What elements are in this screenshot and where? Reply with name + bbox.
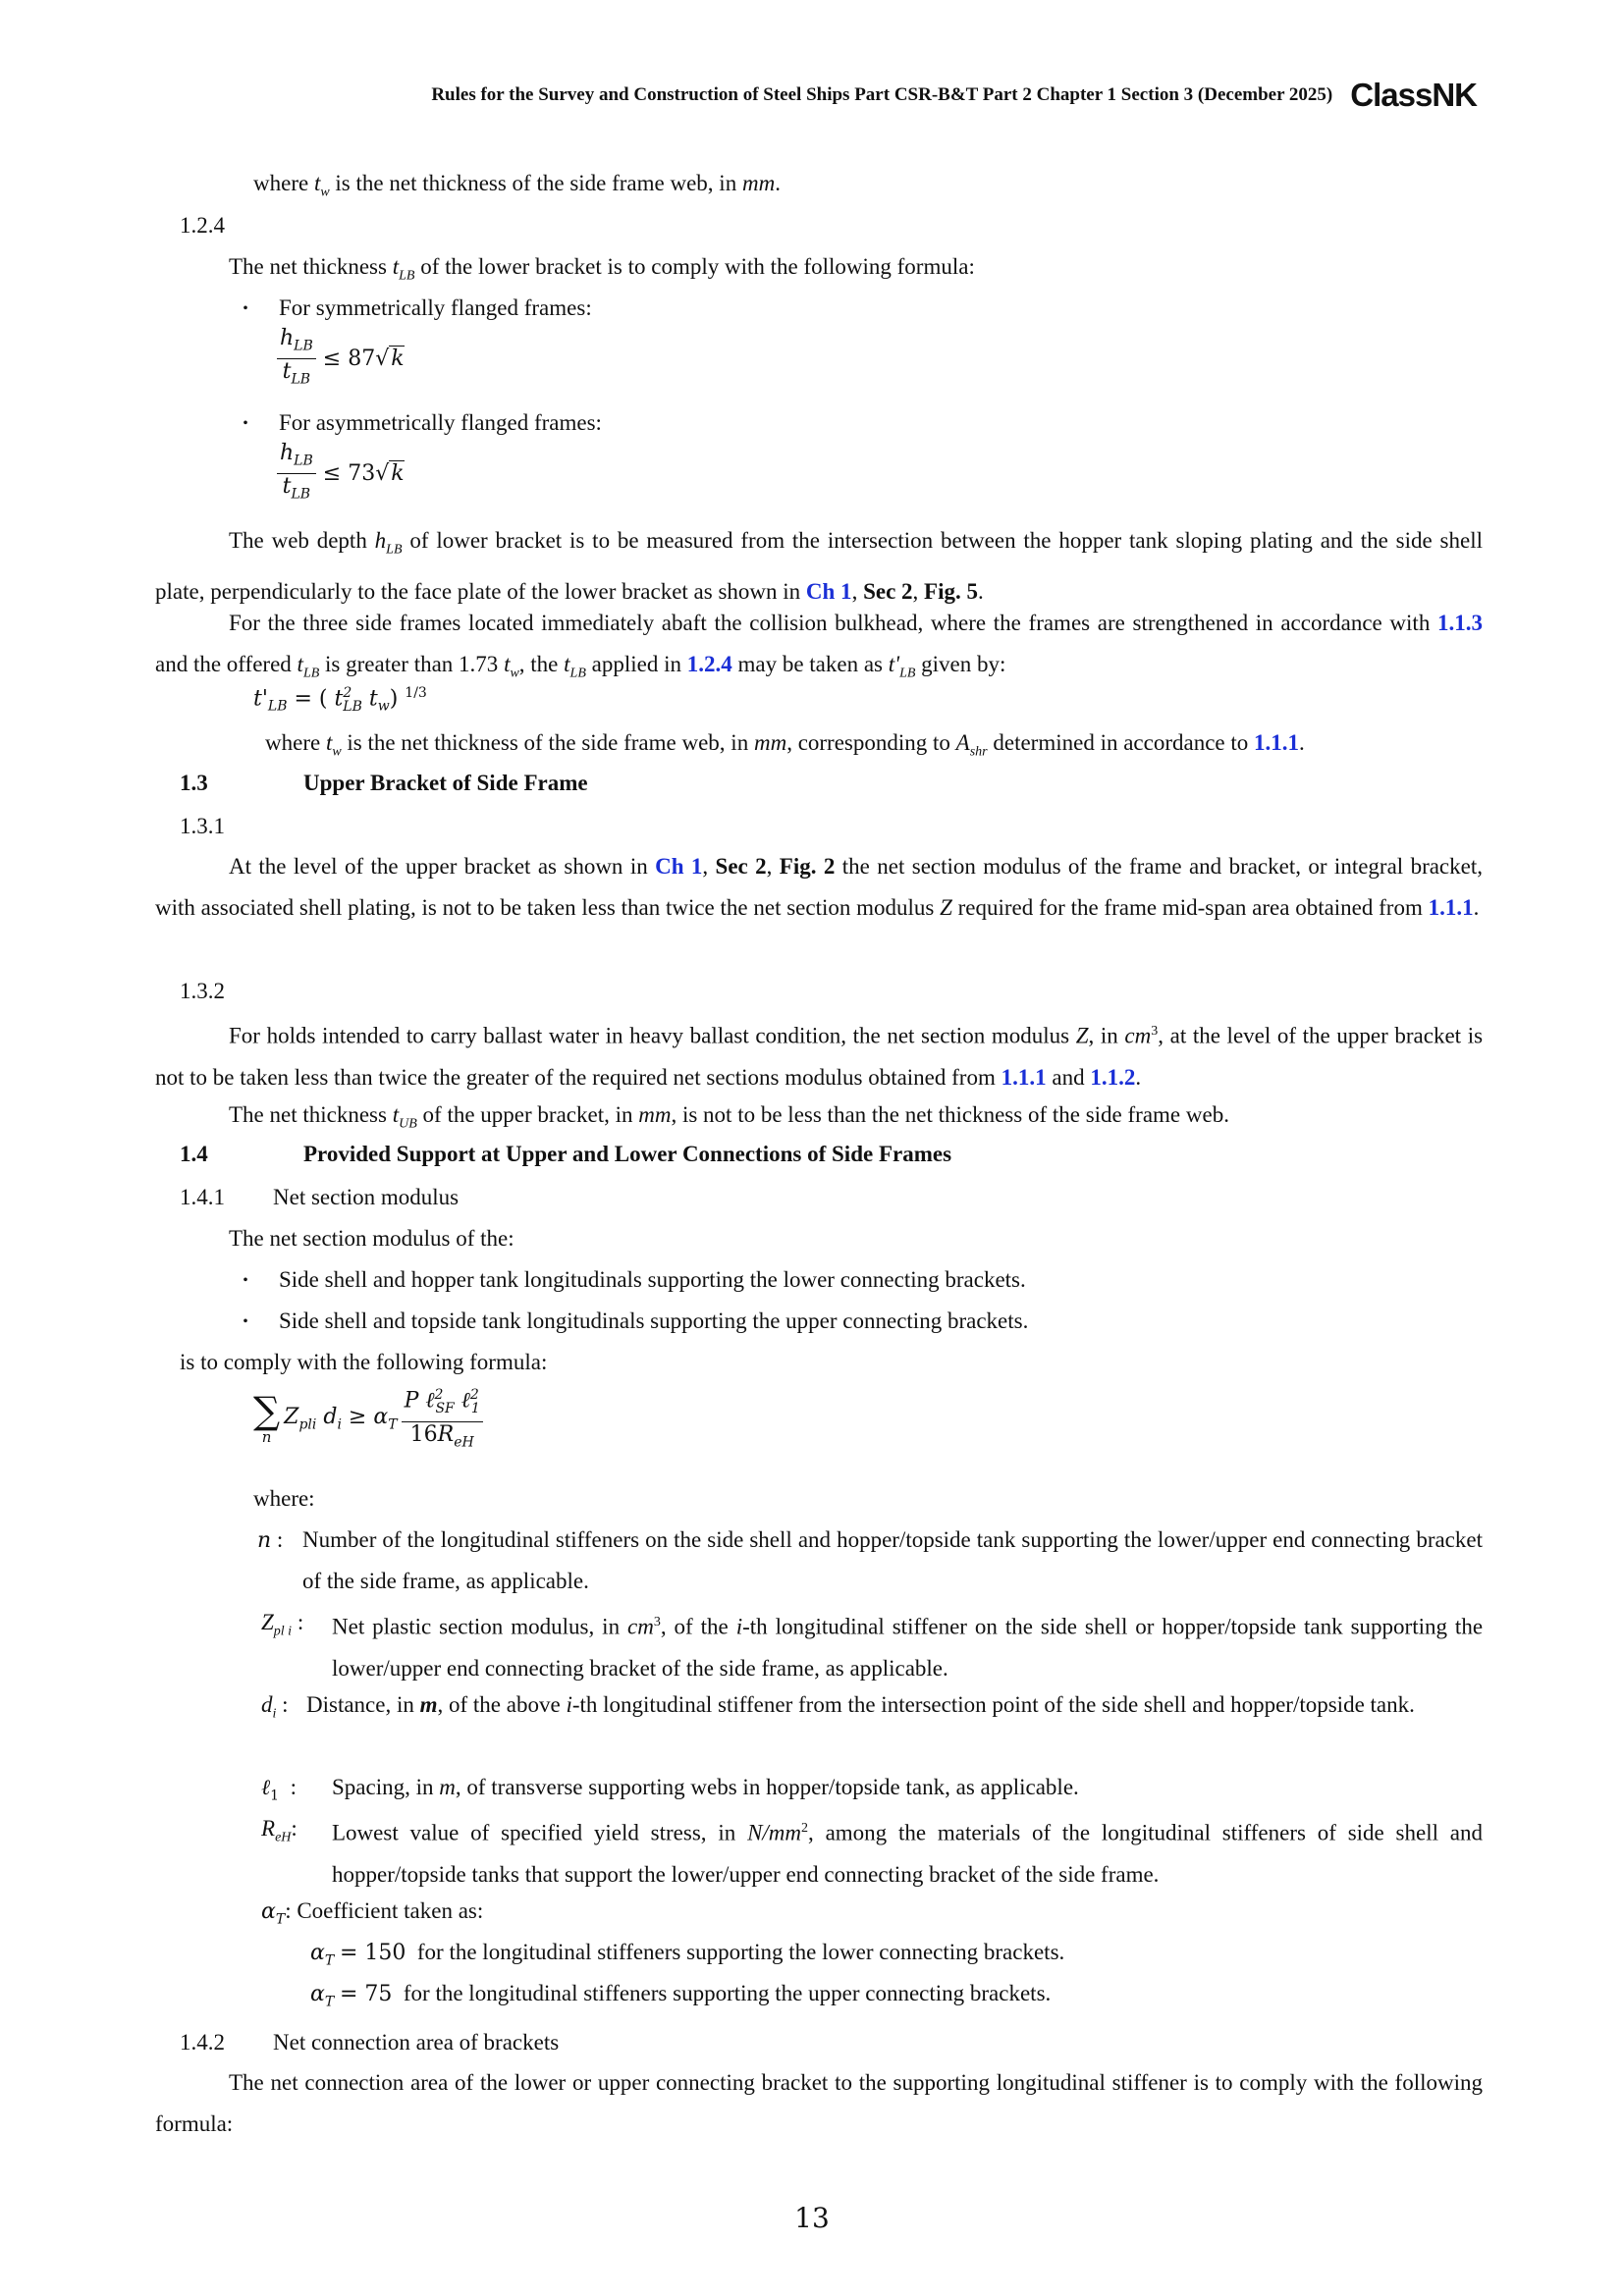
section-1-4-1: 1.4.1 — [180, 1185, 225, 1209]
alpha-150-line: $\alpha_T = 150$ for the longitudinal stiffeners supporting the lower connecting brackets. — [310, 1940, 1065, 1969]
page-header — [431, 77, 1477, 114]
link-ch1[interactable]: Ch 1 — [805, 578, 852, 604]
bullet-upper: Side shell and topside tank longitudinals supporting the upper connecting brackets. — [279, 1308, 1029, 1333]
def-l1: Spacing, in m, of transverse supporting webs in hopper/topside tank, as applicable. — [332, 1775, 1079, 1799]
def-symbol-l1: ℓ$_1$ : — [261, 1775, 297, 1804]
para-1-4-2: The net connection area of the lower or upper connecting bracket to the supporting longitudinal stiffener is to comply with the following formula: — [155, 2070, 1483, 2136]
def-zpli: Net plastic section modulus, in $cm^3$, of the i-th longitudinal stiffener on the side shell or hopper/topside tank supporting the lower/upper end connecting bracket of the side frame, as applicable. — [332, 1614, 1484, 1681]
bullet-symmetric: For symmetrically flanged frames: — [279, 295, 592, 320]
link-1-2-4[interactable]: 1.2.4 — [686, 652, 732, 676]
formula-asymmetric: $\frac{h_{LB}}{t_{LB}}$ ≤ 73√k — [277, 441, 405, 507]
para-1-3-1: At the level of the upper bracket as shown in Ch 1, Sec 2, Fig. 2 the net section modulus of the frame and bracket, or integral bracket, with associated shell plating, is not to be taken less than twice the net section modulus Z required for the frame mid-span area obtained from 1.1.1. — [155, 854, 1483, 920]
def-reh: Lowest value of specified yield stress, in $N/mm^2$, among the materials of the longitudinal stiffeners of side shell and hopper/topside tanks that support the lower/upper end connecting bracket of the side frame. — [332, 1820, 1484, 1887]
section-1-4-2-title: Net connection area of brackets — [273, 2030, 560, 2055]
def-symbol-n: n : — [257, 1527, 284, 1553]
def-di: Distance, in m, of the above i-th longitudinal stiffener from the intersection point of the side shell and hopper/topside tank. — [306, 1692, 1415, 1717]
heading-1-4-title: Provided Support at Upper and Lower Connections of Side Frames — [303, 1142, 952, 1166]
where-tw-line-2: where $t_w$ is the net thickness of the side frame web, in mm, corresponding to $A_{shr}$ determined in accordance to 1.1.1. — [265, 730, 1305, 760]
link-1-1-1-b[interactable]: 1.1.1 — [1428, 895, 1474, 920]
section-1-4-2: 1.4.2 — [180, 2030, 225, 2055]
para-three-frames: For the three side frames located immediately abaft the collision bulkhead, where the frames are strengthened in accordance with 1.1.3 and the offered $t_{LB}$ is greater than 1.73 $t_w$, the $t_{LB}$ applied in 1.2.4 may be taken as $t'_{LB}$ given by: — [155, 611, 1484, 681]
label-where: where: — [253, 1486, 315, 1511]
para-1-3-2: For holds intended to carry ballast water in heavy ballast condition, the net section modulus Z, in $cm^3$, at the level of the upper bracket is not to be taken less than twice the greater of the required net sections modulus obtained from 1.1.1 and 1.1.2. — [155, 1023, 1484, 1090]
bullet-marker: ・ — [236, 413, 255, 435]
bullet-marker: ・ — [236, 1270, 255, 1292]
def-alpha: $\alpha_T$: Coefficient taken as: — [261, 1898, 484, 1928]
where-tw-line: where $t_w$ is the net thickness of the side frame web, in mm. — [253, 171, 781, 200]
section-1-3-2: 1.3.2 — [180, 979, 225, 1003]
para-web-depth: The web depth $h_{LB}$ of lower bracket is to be measured from the intersection between the hopper tank sloping plating and the side shell plate, perpendicularly to the face plate of the lower bracket as shown in Ch 1, Sec 2, Fig. 5. — [155, 528, 1483, 604]
link-1-1-3[interactable]: 1.1.3 — [1437, 611, 1484, 635]
link-ch1-b[interactable]: Ch 1 — [655, 854, 703, 879]
formula-tlb-prime: $t'_{LB}$ = ( $t^2_{LB}$ $t_w$) $^{1/3}$ — [253, 685, 427, 715]
section-1-4-1-title: Net section modulus — [273, 1185, 460, 1209]
bullet-lower: Side shell and hopper tank longitudinals supporting the lower connecting brackets. — [279, 1267, 1026, 1292]
para-1-2-4: The net thickness $t_{LB}$ of the lower bracket is to comply with the following formula: — [229, 254, 975, 284]
heading-1-3-number: 1.3 — [180, 771, 208, 795]
section-1-3-1: 1.3.1 — [180, 814, 225, 838]
bullet-marker: ・ — [236, 1311, 255, 1333]
para-1-4-1: The net section modulus of the: — [229, 1226, 514, 1251]
alpha-75-line: $\alpha_T = 75$ for the longitudinal stiffeners supporting the upper connecting brackets. — [310, 1981, 1052, 2010]
link-1-1-1-c[interactable]: 1.1.1 — [1001, 1064, 1047, 1090]
heading-1-3-title: Upper Bracket of Side Frame — [303, 771, 588, 795]
classnk-logo: ClassNK — [1350, 77, 1477, 113]
formula-symmetric: $\frac{h_{LB}}{t_{LB}}$ ≤ 87√k — [277, 326, 405, 393]
para-tub: The net thickness $t_{UB}$ of the upper bracket, in mm, is not to be less than the net thickness of the side frame web. — [229, 1102, 1229, 1132]
bullet-marker: ・ — [236, 298, 255, 320]
link-1-1-2[interactable]: 1.1.2 — [1090, 1064, 1136, 1090]
formula-summation: ∑ n $Z_{pli}$ $d_i \ge \alpha_T$ $\frac{P \ell^2_{SF} \ell^2_1}{16R_{eH}}$ — [253, 1382, 483, 1455]
def-symbol-di: $d_i$ : — [261, 1692, 289, 1722]
def-symbol-reh: $R_{eH}$: — [261, 1816, 298, 1845]
para-comply: is to comply with the following formula: — [180, 1350, 548, 1374]
def-symbol-zpli: $Z_{pl i}$ : — [261, 1610, 304, 1639]
running-title: Rules for the Survey and Construction of Steel Ships Part CSR-B&T Part 2 Chapter 1 Section 3 (December 2025) — [431, 84, 1333, 105]
section-1-2-4: 1.2.4 — [180, 213, 225, 238]
link-1-1-1[interactable]: 1.1.1 — [1254, 730, 1300, 755]
heading-1-4-number: 1.4 — [180, 1142, 208, 1166]
bullet-asymmetric: For asymmetrically flanged frames: — [279, 410, 602, 435]
def-n: Number of the longitudinal stiffeners on the side shell and hopper/topside tank supporting the lower/upper end connecting bracket of the side frame, as applicable. — [302, 1527, 1483, 1593]
page-number: 13 — [794, 2202, 830, 2234]
